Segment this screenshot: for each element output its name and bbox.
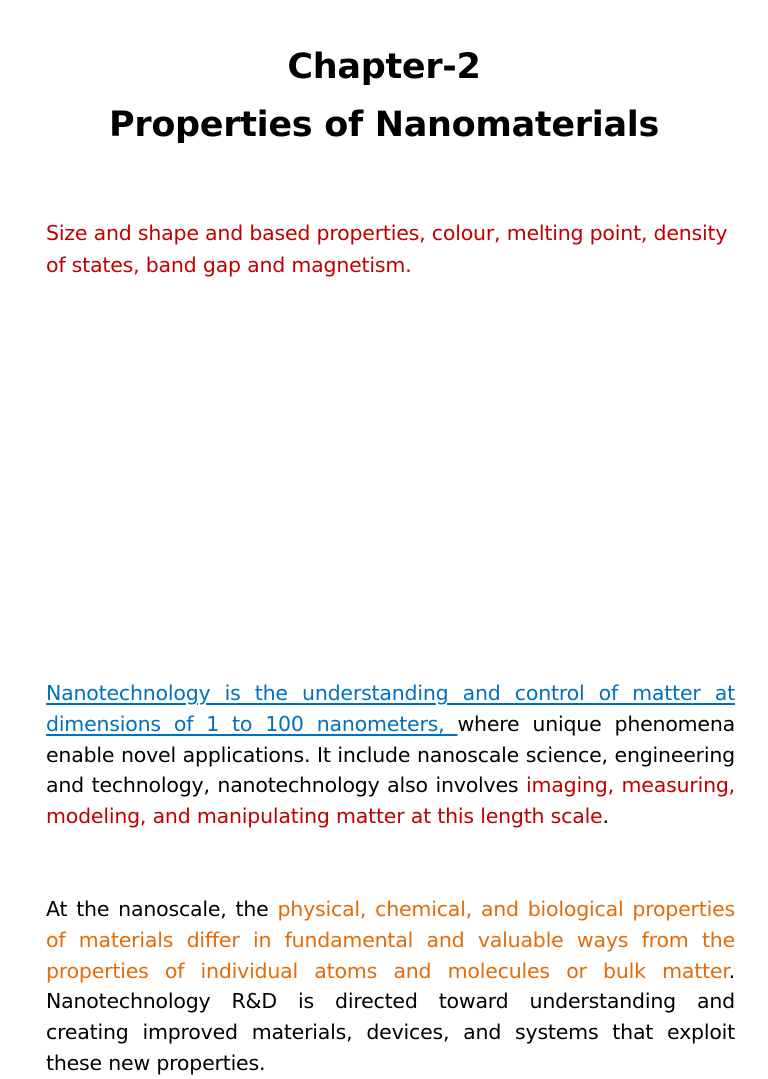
chapter-heading: Chapter-2 bbox=[287, 47, 481, 87]
definition-paragraph bbox=[46, 678, 735, 832]
topics-summary: Size and shape and based properties, colour, melting point, density of states, band gap and magnetism. bbox=[46, 221, 728, 277]
nanoscale-text: . Nanotechnology R&D is directed toward understanding and creating improved materials, devices, and systems that exploit these new properties. bbox=[46, 958, 735, 1075]
nanoscale-intro: At the nanoscale, the bbox=[46, 897, 278, 921]
chapter-title: Properties of Nanomaterials bbox=[109, 105, 659, 145]
definition-end: . bbox=[602, 804, 609, 829]
nanotechnology-definition-link[interactable]: Nanotechnology is the understanding and control of matter at dimensions of 1 to 100 nanometers, bbox=[46, 681, 735, 736]
definition-text: where unique phenomena enable novel applications. It include nanoscale science, engineering and technology, nanotechnology also involves bbox=[46, 711, 735, 798]
nanoscale-paragraph bbox=[46, 894, 735, 1079]
nanoscale-highlight: physical, chemical, and biological properties of materials differ in fundamental and valuable ways from the properties of individual atoms and molecules or bulk matter bbox=[46, 897, 735, 983]
definition-highlight: imaging, measuring, modeling, and manipulating matter at this length scale bbox=[46, 773, 735, 829]
slide-title bbox=[0, 38, 768, 154]
